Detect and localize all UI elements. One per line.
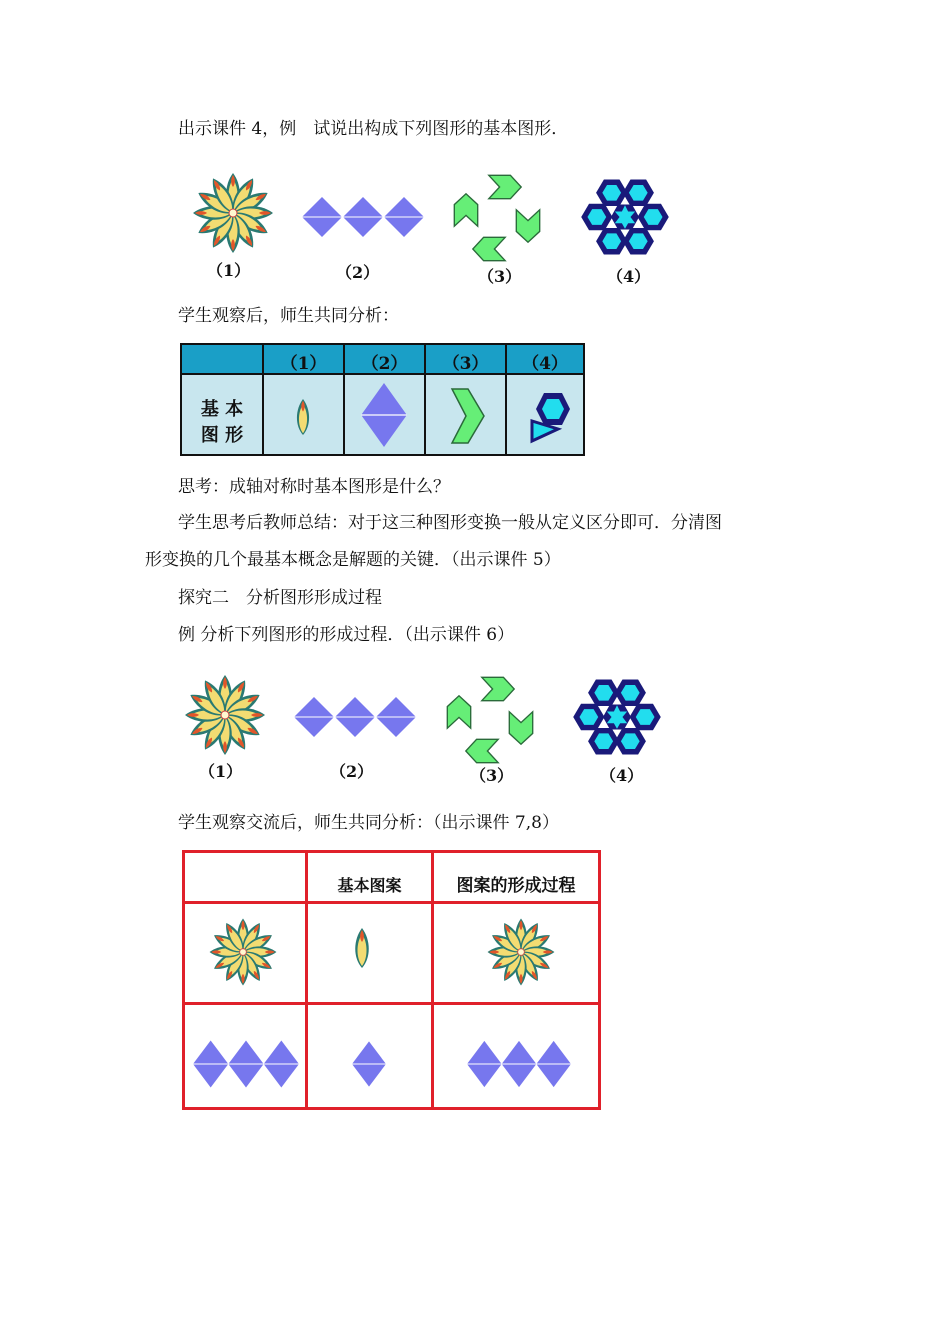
table1-header-3: （3） (442, 354, 489, 374)
flower-figure-2 (170, 670, 280, 760)
table1-header-4: （4） (522, 354, 568, 374)
figure2-label-2: （2） (330, 762, 374, 781)
paragraph-example-4: 出示课件 4，例 试说出构成下列图形的基本图形． (178, 119, 569, 139)
table2-flower (197, 909, 289, 995)
table2-header-basic-pattern: 基本图案 (337, 876, 402, 895)
table2-petal (352, 927, 372, 969)
formation-process-table (182, 850, 601, 1110)
table1-row-label-line2: 图 形 (200, 425, 244, 446)
table2-diamonds (193, 1040, 299, 1088)
paragraph-think: 思考：成轴对称时基本图形是什么？ (178, 477, 450, 497)
paragraph-analysis: 学生观察后，师生共同分析： (178, 306, 399, 326)
figure-label-3: （3） (478, 267, 522, 286)
table1-header-1: （1） (280, 354, 327, 374)
table2-diamonds-result (467, 1040, 571, 1088)
hexagon-figure (568, 174, 682, 260)
basic-shape-table (180, 343, 585, 456)
table2-single-diamond (352, 1040, 386, 1088)
figure-label-2: （2） (336, 263, 380, 282)
figure-label-4: （4） (607, 267, 651, 286)
diamond-basic-shape (361, 383, 407, 447)
chevron-basic-shape (450, 387, 486, 445)
hexagon-basic-shape (528, 385, 578, 449)
table1-header-2: （2） (361, 354, 408, 374)
diamonds-figure (302, 197, 424, 239)
pinwheel-figure (445, 172, 549, 264)
table1-row-label-line1: 基 本 (200, 399, 244, 420)
paragraph-exchange: 学生观察交流后，师生共同分析：（出示课件 7,8） (178, 813, 559, 833)
diamonds-figure-2 (294, 697, 416, 739)
figure2-label-3: （3） (470, 766, 514, 785)
table2-header-formation: 图案的形成过程 (456, 876, 576, 896)
paragraph-example-6: 例 分析下列图形的形成过程．（出示课件 6） (178, 625, 515, 645)
figure2-label-1: （1） (199, 762, 243, 781)
paragraph-summary-line1: 学生思考后教师总结：对于这三种图形变换一般从定义区分即可．分清图 (178, 513, 722, 533)
hexagon-figure-2 (560, 674, 674, 760)
figure-label-1: （1） (207, 261, 251, 280)
flower-figure (178, 168, 288, 258)
pinwheel-figure-2 (438, 674, 542, 766)
paragraph-summary-line2: 形变换的几个最基本概念是解题的关键．（出示课件 5） (145, 550, 561, 570)
figure2-label-4: （4） (600, 766, 644, 785)
table2-flower-result (475, 909, 567, 995)
section-heading-explore-2: 探究二 分析图形形成过程 (178, 588, 382, 608)
petal-basic-shape (294, 391, 312, 443)
